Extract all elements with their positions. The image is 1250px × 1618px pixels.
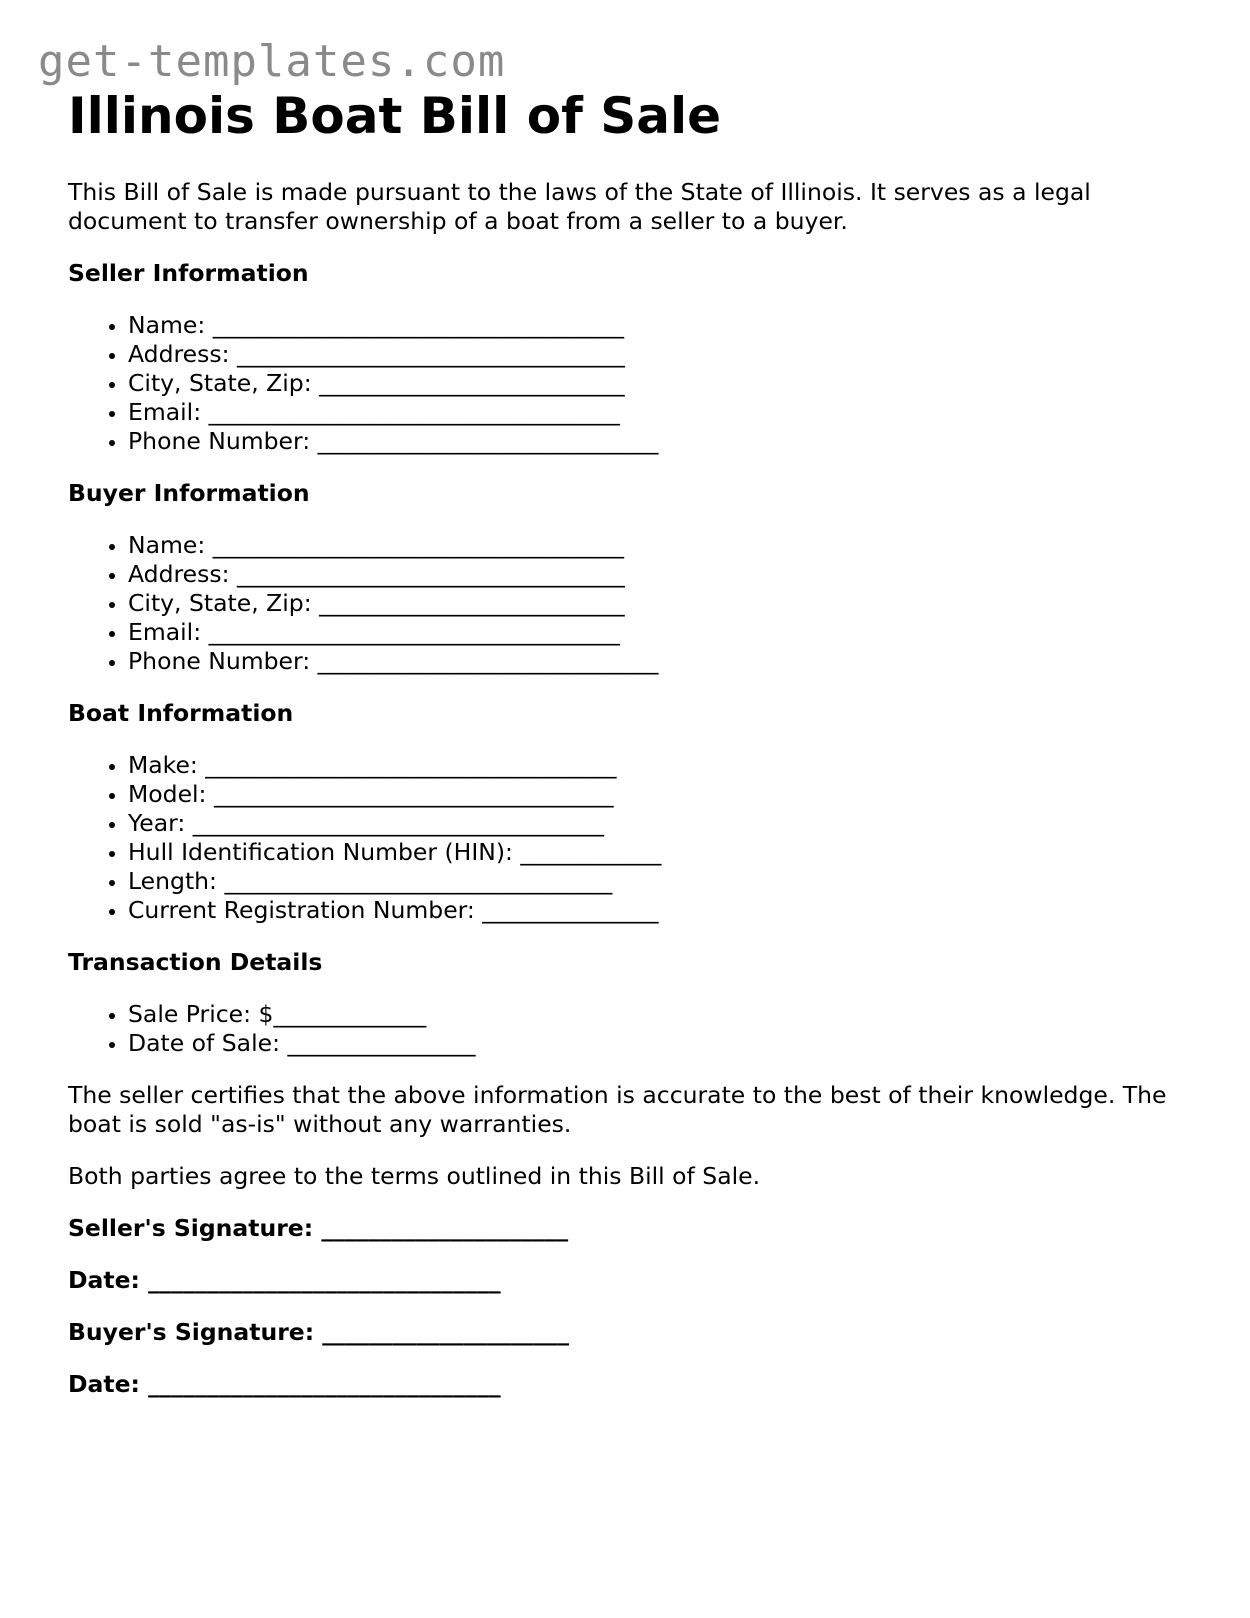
seller-signature-field[interactable]: Seller's Signature: _____________________ [68, 1214, 569, 1242]
seller-address-field[interactable]: • Address: _________________________________ [128, 340, 1198, 369]
buyer-name-field[interactable]: • Name: ___________________________________ [128, 531, 1198, 560]
date-of-sale-field[interactable]: • Date of Sale: ________________ [128, 1029, 1198, 1058]
buyer-phone-field[interactable]: • Phone Number: _____________________________ [128, 647, 1198, 676]
boat-year-field[interactable]: • Year: ___________________________________ [128, 809, 1198, 838]
sale-price-field[interactable]: • Sale Price: $_____________ [128, 1000, 1198, 1029]
boat-section-heading: Boat Information [68, 699, 294, 727]
boat-length-field[interactable]: • Length: _________________________________ [128, 867, 1198, 896]
seller-phone-field[interactable]: • Phone Number: _____________________________ [128, 427, 1198, 456]
buyer-section-heading: Buyer Information [68, 479, 310, 507]
buyer-city-state-zip-field[interactable]: • City, State, Zip: __________________________ [128, 589, 1198, 618]
certification-paragraph: The seller certifies that the above information is accurate to the best of their knowledge. The boat is sold "as-is" without any warranties. [68, 1081, 1167, 1138]
agreement-paragraph: Both parties agree to the terms outlined in this Bill of Sale. [68, 1162, 761, 1190]
buyer-fields-list [68, 531, 1198, 676]
boat-hin-field[interactable]: • Hull Identification Number (HIN): ____________ [128, 838, 1198, 867]
boat-fields-list [68, 751, 1198, 925]
boat-registration-field[interactable]: • Current Registration Number: _______________ [128, 896, 1198, 925]
seller-city-state-zip-field[interactable]: • City, State, Zip: __________________________ [128, 369, 1198, 398]
seller-name-field[interactable]: • Name: ___________________________________ [128, 311, 1198, 340]
document-title: Illinois Boat Bill of Sale [68, 87, 722, 145]
transaction-section-heading: Transaction Details [68, 948, 323, 976]
boat-model-field[interactable]: • Model: __________________________________ [128, 780, 1198, 809]
seller-email-field[interactable]: • Email: ___________________________________ [128, 398, 1198, 427]
watermark: get-templates.com [38, 36, 506, 87]
buyer-email-field[interactable]: • Email: ___________________________________ [128, 618, 1198, 647]
intro-paragraph: This Bill of Sale is made pursuant to the laws of the State of Illinois. It serves as a legal document to transfer ownership of a boat from a seller to a buyer. [68, 178, 1091, 235]
buyer-address-field[interactable]: • Address: _________________________________ [128, 560, 1198, 589]
transaction-fields-list [68, 1000, 1198, 1058]
seller-fields-list [68, 311, 1198, 456]
buyer-date-field[interactable]: Date: ______________________________ [68, 1370, 501, 1398]
seller-date-field[interactable]: Date: ______________________________ [68, 1266, 501, 1294]
seller-section-heading: Seller Information [68, 259, 309, 287]
document-body [68, 86, 1198, 1399]
boat-make-field[interactable]: • Make: ___________________________________ [128, 751, 1198, 780]
buyer-signature-field[interactable]: Buyer's Signature: _____________________ [68, 1318, 570, 1346]
